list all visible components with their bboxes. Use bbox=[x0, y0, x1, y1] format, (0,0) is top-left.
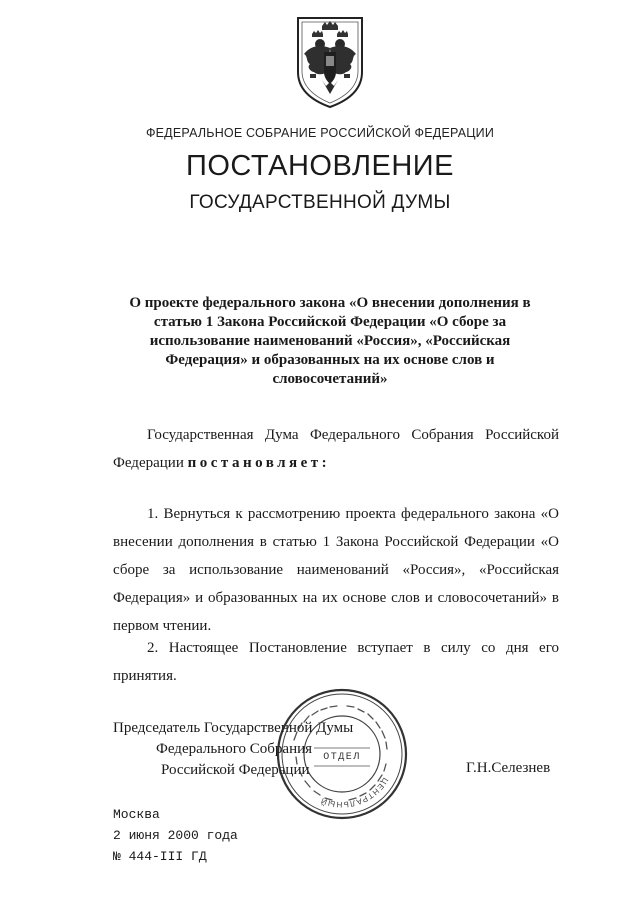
subject-line: словосочетаний» bbox=[272, 371, 388, 387]
intro-prefix: Федерации bbox=[113, 455, 184, 471]
signatory-title-line: Председатель Государственной Думы bbox=[113, 720, 354, 736]
item-line: внесении дополнения в статью 1 Закона Российской Федерации «О bbox=[113, 534, 559, 550]
item-line: принятия. bbox=[113, 668, 177, 684]
coat-of-arms-icon bbox=[292, 14, 368, 110]
signatory-title-line: Федерального Собрания bbox=[156, 741, 313, 757]
date-of-issue: 2 июня 2000 года bbox=[113, 828, 238, 843]
official-stamp bbox=[272, 684, 412, 824]
intro-line: Государственная Дума Федерального Собрания Российской bbox=[147, 427, 559, 443]
document-issuer: ГОСУДАРСТВЕННОЙ ДУМЫ bbox=[189, 192, 451, 213]
intro-line bbox=[113, 449, 559, 477]
item-line: Федерация» и образованных на их основе слов и словосочетаний» в bbox=[113, 590, 559, 606]
signatory-name: Г.Н.Селезнев bbox=[466, 760, 551, 776]
resolution-verb: постановляет: bbox=[187, 455, 331, 471]
resolution-item-1 bbox=[113, 500, 559, 640]
stamp-center-text: ОТДЕЛ bbox=[323, 752, 361, 763]
document-registration bbox=[113, 804, 238, 867]
item-line: 1. Вернуться к рассмотрению проекта федерального закона «О bbox=[147, 506, 559, 522]
signatory-title-line: Российской Федерации bbox=[161, 762, 310, 778]
stamp-ring-text: ЦЕНТРАЛЬНЫЙ bbox=[318, 776, 391, 810]
document-subject bbox=[110, 294, 550, 389]
subject-line: статью 1 Закона Российской Федерации «О сборе за bbox=[153, 314, 507, 330]
document-number: № 444-III ГД bbox=[113, 849, 207, 864]
place-of-issue: Москва bbox=[113, 807, 160, 822]
item-line: сборе за использование наименований «Россия», «Российская bbox=[113, 562, 559, 578]
subject-line: использование наименований «Россия», «Российская bbox=[149, 333, 511, 349]
svg-text:ЦЕНТРАЛЬНЫЙ bbox=[319, 776, 390, 809]
subject-line: О проекте федерального закона «О внесении дополнения в bbox=[129, 295, 531, 311]
item-line: первом чтении. bbox=[113, 618, 212, 634]
subject-line: Федерация» и образованных на их основе слов и bbox=[165, 352, 495, 368]
organization-name: ФЕДЕРАЛЬНОЕ СОБРАНИЕ РОССИЙСКОЙ ФЕДЕРАЦИИ bbox=[145, 126, 495, 140]
item-line: 2. Настоящее Постановление вступает в силу со дня его bbox=[147, 640, 559, 656]
resolution-item-2 bbox=[113, 634, 559, 690]
document-type-title: ПОСТАНОВЛЕНИЕ bbox=[186, 150, 454, 182]
resolution-intro bbox=[113, 421, 559, 477]
